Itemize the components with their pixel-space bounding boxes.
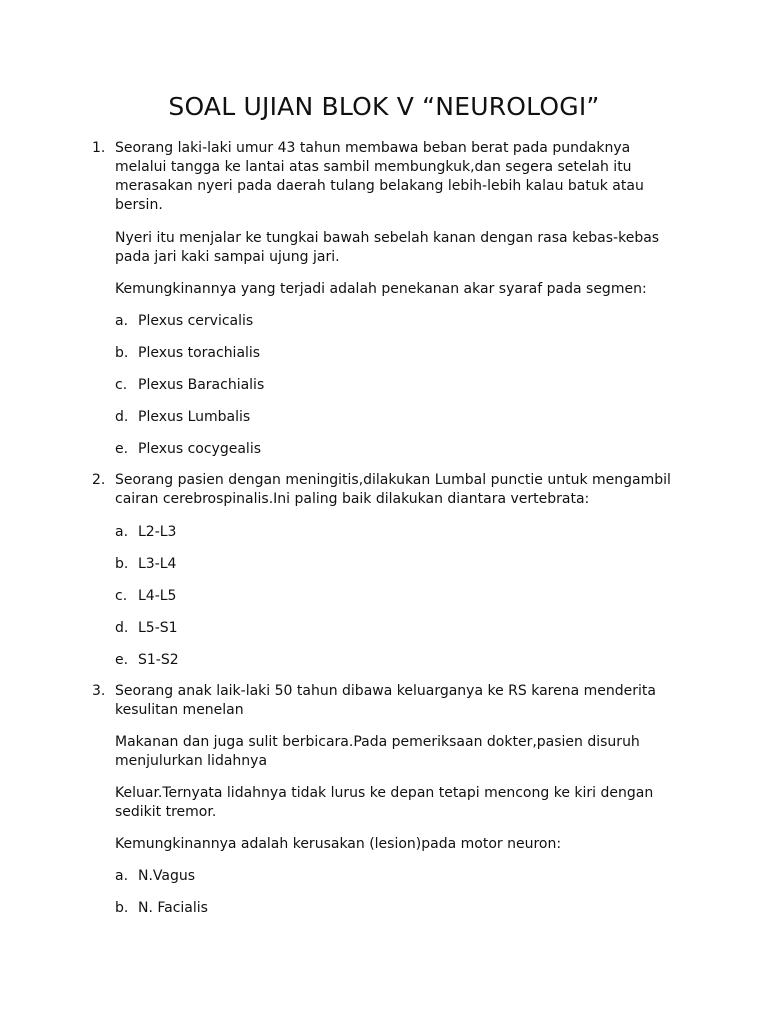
option-letter: a. xyxy=(115,313,129,329)
option-text: L2-L3 xyxy=(138,524,177,540)
option-text: Plexus cocygealis xyxy=(138,441,261,457)
question-paragraph: Kemungkinannya yang terjadi adalah penekanan akar syaraf pada segmen: xyxy=(115,281,647,297)
option-letter: b. xyxy=(115,900,129,916)
option-text: Plexus cervicalis xyxy=(138,313,254,329)
option-letter: d. xyxy=(115,409,129,425)
option-letter: b. xyxy=(115,345,129,361)
option-letter: e. xyxy=(115,441,129,457)
option-letter: c. xyxy=(115,377,128,393)
question-paragraph: Nyeri itu menjalar ke tungkai bawah sebelah kanan dengan rasa kebas-kebas pada jari kaki sampai ujung jari. xyxy=(115,230,660,265)
option-letter: c. xyxy=(115,588,128,604)
question-paragraph: Seorang anak laik-laki 50 tahun dibawa keluarganya ke RS karena menderita kesulitan menelan xyxy=(115,683,656,718)
option-text: N. Facialis xyxy=(138,900,208,916)
option-text: Plexus Barachialis xyxy=(138,377,265,393)
option-letter: d. xyxy=(115,620,129,636)
option-text: Plexus torachialis xyxy=(138,345,261,361)
option-text: L3-L4 xyxy=(138,556,177,572)
question-paragraph: Seorang laki-laki umur 43 tahun membawa beban berat pada pundaknya melalui tangga ke lantai atas sambil membungkuk,dan segera setelah itu merasakan nyeri pada daerah tulang belakang lebih-lebih kalau batuk atau bersin. xyxy=(115,140,644,213)
option-text: L4-L5 xyxy=(138,588,177,604)
option-text: L5-S1 xyxy=(138,620,178,636)
question-paragraph: Keluar.Ternyata lidahnya tidak lurus ke depan tetapi mencong ke kiri dengan sedikit tremor. xyxy=(115,785,654,820)
question-number: 2. xyxy=(92,472,106,488)
question-number: 1. xyxy=(92,140,106,156)
option-text: S1-S2 xyxy=(138,652,179,668)
document-title: SOAL UJIAN BLOK V “NEUROLOGI” xyxy=(168,92,600,121)
option-text: N.Vagus xyxy=(138,868,196,884)
option-letter: e. xyxy=(115,652,129,668)
option-letter: b. xyxy=(115,556,129,572)
option-letter: a. xyxy=(115,868,129,884)
question-paragraph: Makanan dan juga sulit berbicara.Pada pemeriksaan dokter,pasien disuruh menjulurkan lidahnya xyxy=(115,734,640,769)
question-paragraph: Kemungkinannya adalah kerusakan (lesion)pada motor neuron: xyxy=(115,836,562,852)
question-number: 3. xyxy=(92,683,106,699)
question-paragraph: Seorang pasien dengan meningitis,dilakukan Lumbal punctie untuk mengambil cairan cerebrospinalis.Ini paling baik dilakukan diantara vertebrata: xyxy=(115,472,671,507)
option-letter: a. xyxy=(115,524,129,540)
option-text: Plexus Lumbalis xyxy=(138,409,251,425)
